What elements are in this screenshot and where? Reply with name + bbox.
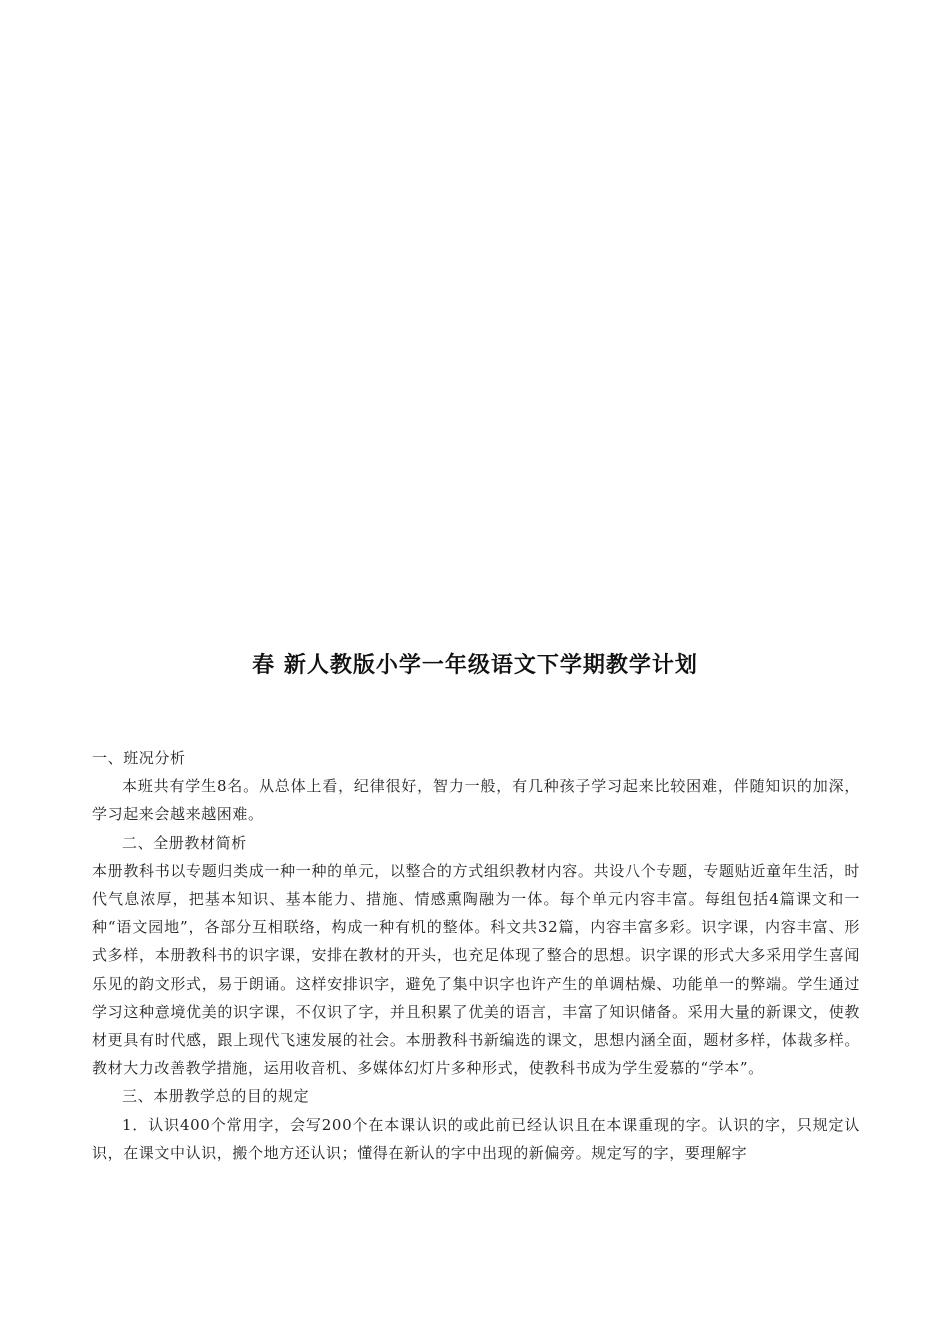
document-title: 春 新人教版小学一年级语文下学期教学计划 <box>252 652 698 678</box>
paragraph-class-analysis: 本班共有学生8名。从总体上看，纪律很好，智力一般，有几种孩子学习起来比较困难，伴随知识的加深，学习起来会越来越困难。 <box>92 777 860 824</box>
section-heading-teaching-goals: 三、本册教学总的目的规定 <box>122 1087 310 1106</box>
paragraph-textbook-analysis: 本册教科书以专题归类成一种一种的单元，以整合的方式组织教材内容。共设八个专题，专题贴近童年生活，时代气息浓厚，把基本知识、基本能力、措施、情感熏陶融为一体。每个单元内容丰富。每组包括4篇课文和一种“语文园地”，各部分互相联络，构成一种有机的整体。科文共32篇，内容丰富多彩。识字课，内容丰富、形式多样，本册教科书的识字课，安排在教材的开头，也充足体现了整合的思想。识字课的形式大多采用学生喜闻乐见的韵文形式，易于朗诵。这样安排识字，避免了集中识字也许产生的单调枯燥、功能单一的弊端。学生通过学习这种意境优美的识字课，不仅识了字，并且积累了优美的语言，丰富了知识储备。采用大量的新课文，使教材更具有时代感，跟上现代飞速发展的社会。本册教科书新编选的课文，思想内涵全面，题材多样，体裁多样。教材大力改善教学措施，运用收音机、多媒体幻灯片多种形式，使教科书成为学生爱慕的“学本”。 <box>92 861 860 1078</box>
section-heading-class-analysis: 一、班况分析 <box>92 749 186 767</box>
document-body <box>92 744 860 1167</box>
section-heading-textbook-analysis: 二、全册教材简析 <box>122 833 247 852</box>
paragraph-teaching-goals: 1．认识400个常用字，会写200个在本课认识的或此前已经认识且在本课重现的字。认识的字，只规定认识，在课文中认识，搬个地方还认识；懂得在新认的字中出现的新偏旁。规定写的字，要理解字 <box>92 1115 860 1162</box>
